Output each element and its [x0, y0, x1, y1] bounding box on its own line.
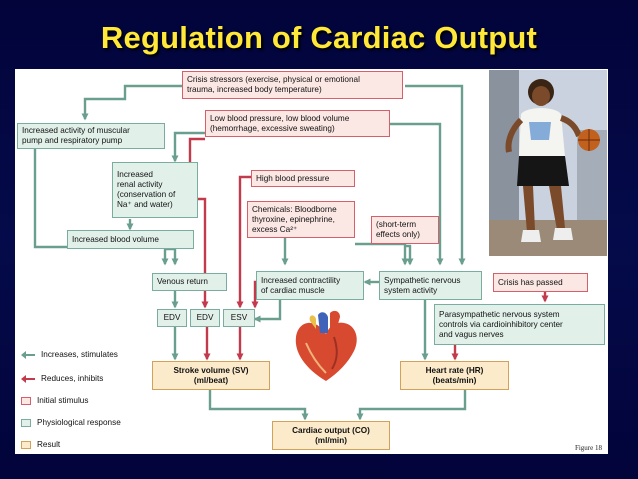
slide-title: Regulation of Cardiac Output	[100, 20, 538, 55]
parasympathetic-box: Parasympathetic nervous system controls via cardioinhibitory center and vagus nerves	[434, 304, 605, 345]
result-swatch	[21, 441, 31, 449]
initial-swatch	[21, 397, 31, 405]
physiological-swatch	[21, 419, 31, 427]
chemicals-box: Chemicals: Bloodborne thyroxine, epinephrine, excess Ca²⁺	[247, 201, 355, 238]
contractility-box: Increased contractility of cardiac muscle	[256, 271, 364, 300]
legend-increases: Increases, stimulates	[21, 350, 118, 359]
basketball-player-icon	[489, 70, 607, 256]
renal-activity-box: Increased renal activity (conservation of Na⁺ and water)	[112, 162, 198, 218]
short-term-effects-box: (short-term effects only)	[371, 216, 439, 244]
increased-blood-volume-box: Increased blood volume	[67, 230, 194, 249]
cardiac-output-box: Cardiac output (CO) (ml/min)	[272, 421, 390, 450]
legend-result: Result	[21, 440, 60, 449]
red-arrow-icon	[21, 375, 35, 383]
sympathetic-activity-box: Sympathetic nervous system activity	[379, 271, 482, 300]
low-blood-pressure-box: Low blood pressure, low blood volume (hemorrhage, excessive sweating)	[205, 110, 390, 137]
stroke-volume-box: Stroke volume (SV) (ml/beat)	[152, 361, 270, 390]
crisis-stressors-box: Crisis stressors (exercise, physical or emotional trauma, increased body temperature)	[182, 71, 403, 99]
venous-return-box: Venous return	[152, 273, 227, 291]
heart-illustration-icon	[286, 307, 366, 387]
high-blood-pressure-box: High blood pressure	[251, 170, 355, 187]
legend-reduces: Reduces, inhibits	[21, 374, 103, 383]
green-arrow-icon	[21, 351, 35, 359]
legend-physiological: Physiological response	[21, 418, 121, 427]
edv-box-1: EDV	[157, 309, 187, 327]
crisis-passed-box: Crisis has passed	[493, 273, 588, 292]
muscular-pump-box: Increased activity of muscular pump and respiratory pump	[17, 123, 165, 149]
edv-box-2: EDV	[190, 309, 220, 327]
heart-rate-box: Heart rate (HR) (beats/min)	[400, 361, 509, 390]
esv-box: ESV	[223, 309, 255, 327]
legend-initial-stimulus: Initial stimulus	[21, 396, 88, 405]
figure-label: Figure 18	[574, 444, 602, 452]
basketball-player-photo	[489, 70, 607, 256]
